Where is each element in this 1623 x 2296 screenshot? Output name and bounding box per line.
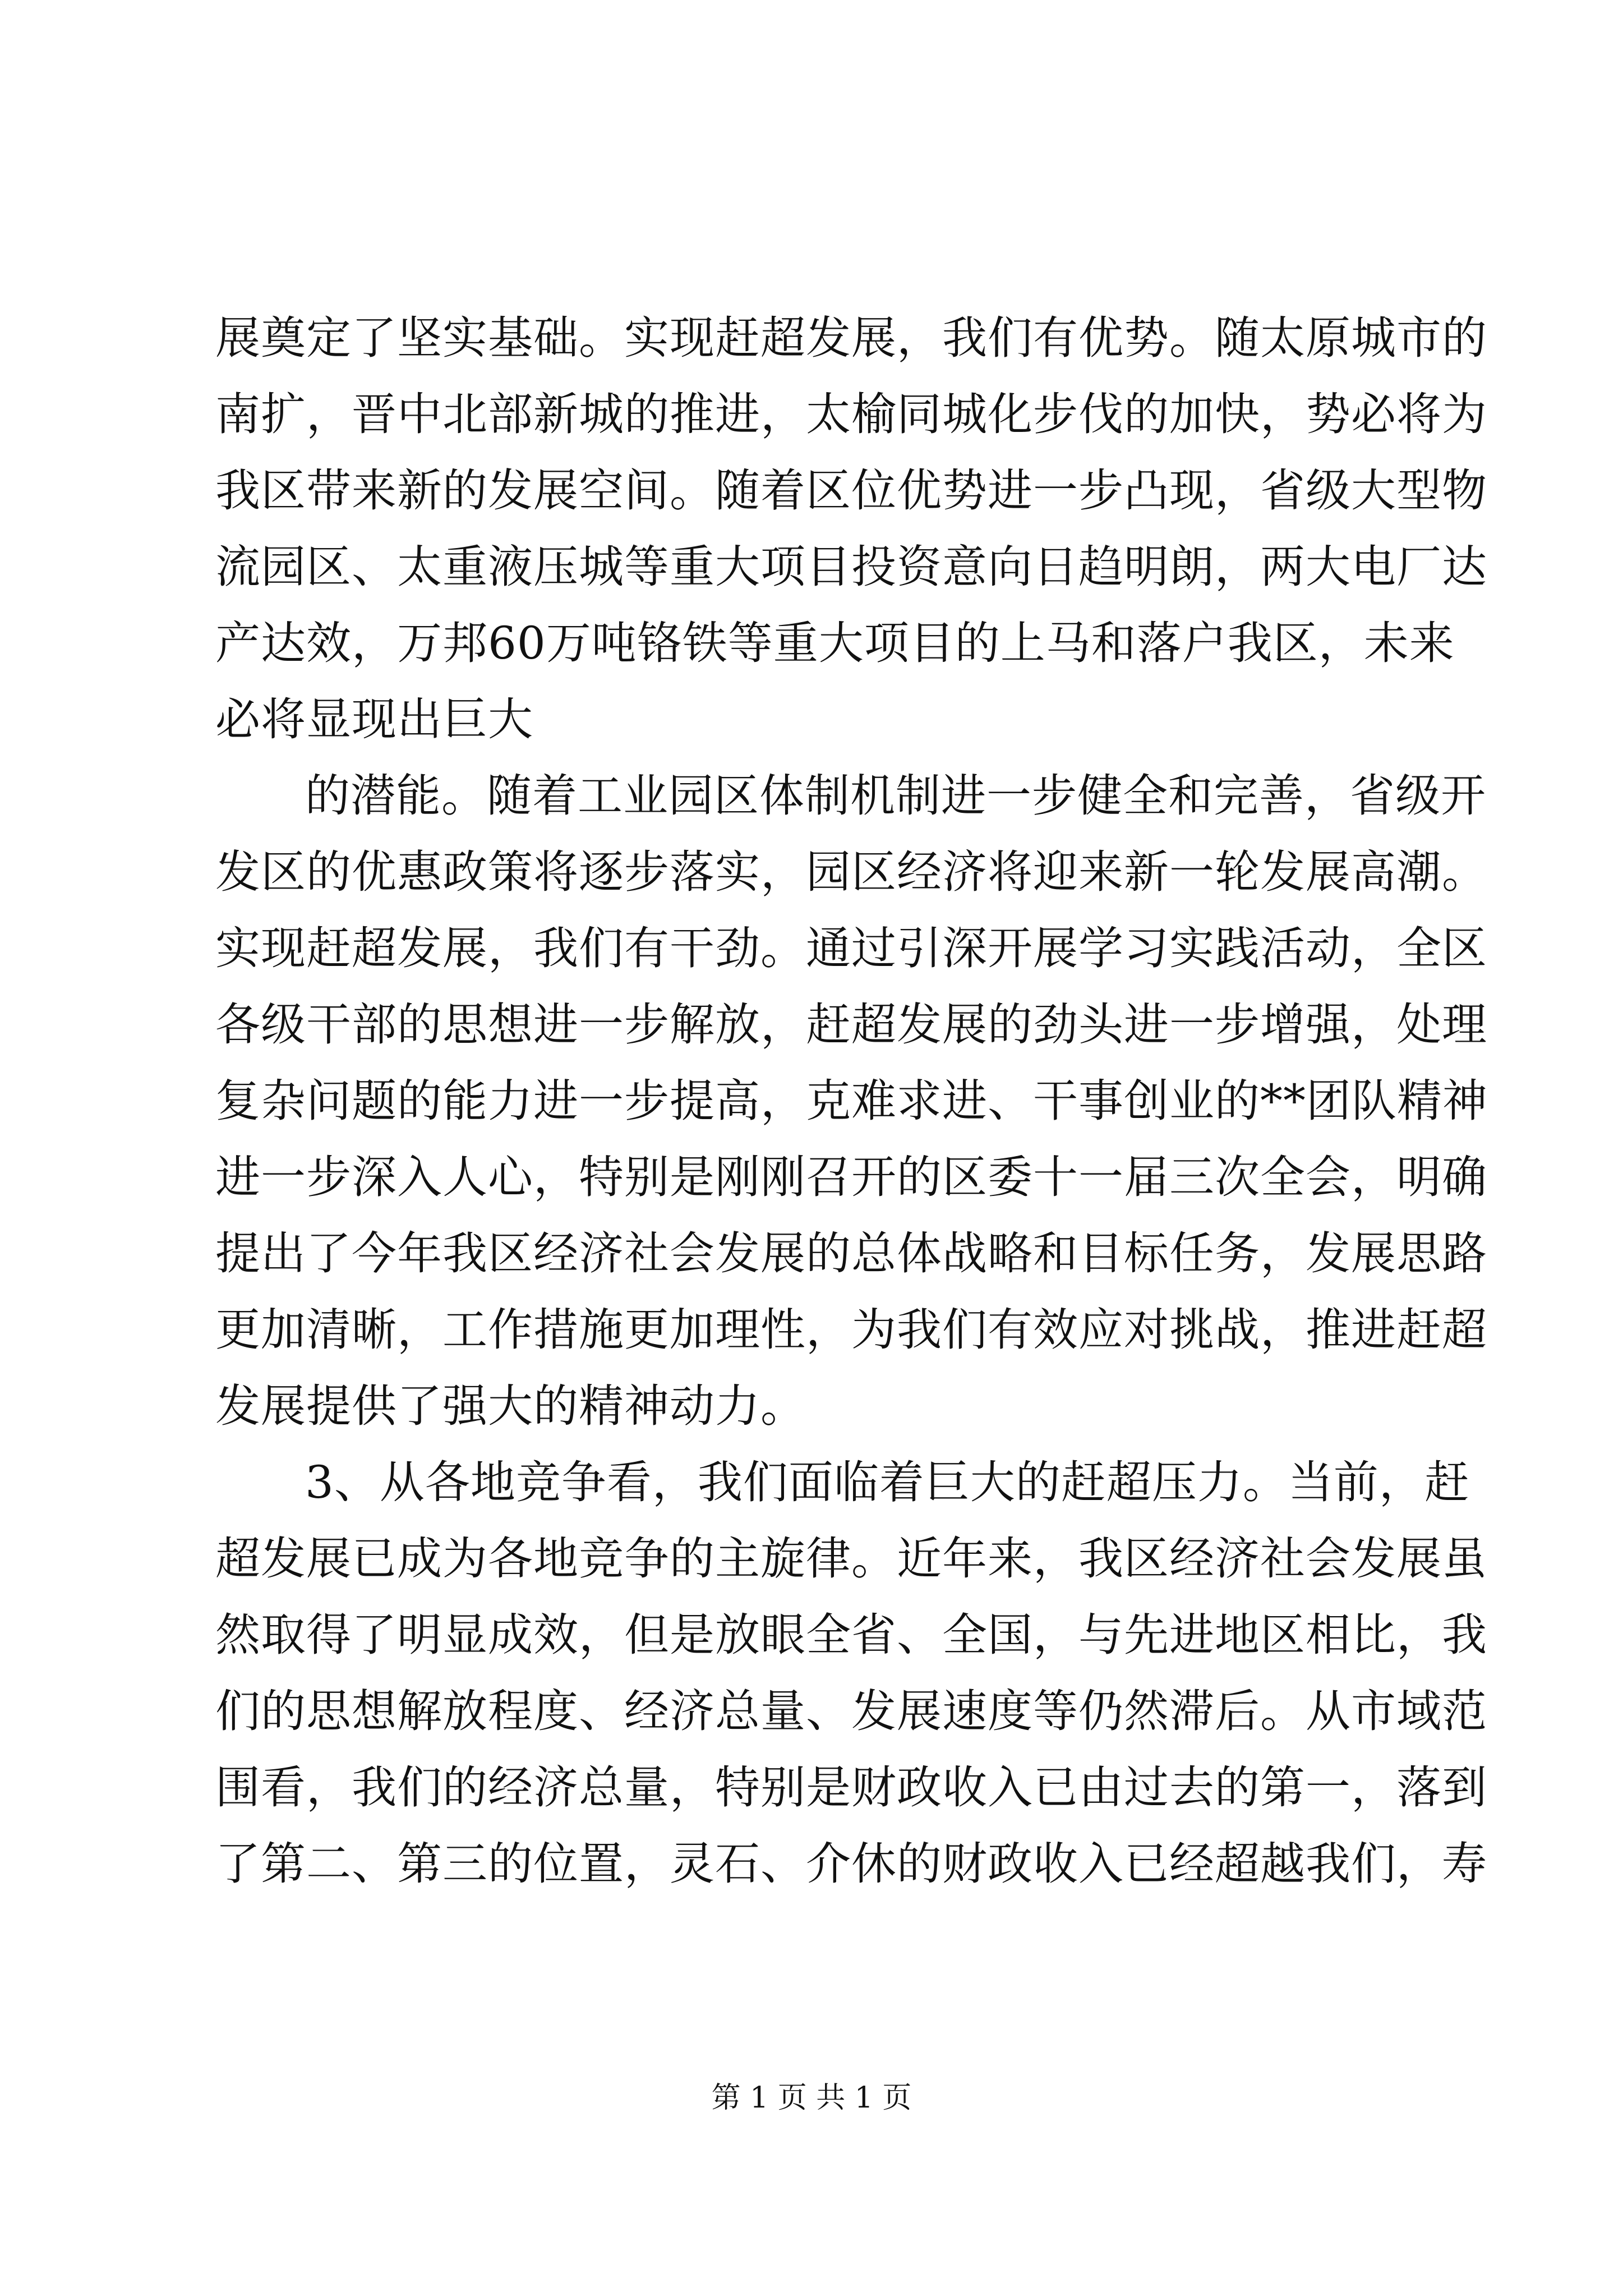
text-line: 复杂问题的能力进一步提高，克难求进、干事创业的**团队精神 [215,1075,1488,1127]
text-line: 必将显现出巨大 [215,693,533,746]
text-line: 发展提供了强大的精神动力。 [215,1380,806,1432]
paragraph-first-line: 的潜能。随着工业园区体制机制进一步健全和完善，省级开 [305,770,1486,822]
text-line: 超发展已成为各地竞争的主旋律。近年来，我区经济社会发展虽 [215,1533,1487,1585]
text-line: 了第二、第三的位置，灵石、介休的财政收入已经超越我们，寿 [215,1838,1487,1890]
paragraph-first-line: 3、从各地竞争看，我们面临着巨大的赶超压力。当前，赶 [305,1456,1470,1508]
text-line: 然取得了明显成效，但是放眼全省、全国，与先进地区相比，我 [215,1609,1487,1661]
text-line: 进一步深入人心，特别是刚刚召开的区委十一届三次全会，明确 [215,1151,1487,1203]
text-line: 提出了今年我区经济社会发展的总体战略和目标任务，发展思路 [215,1227,1487,1280]
page-footer [0,2078,1623,2118]
text-line: 发区的优惠政策将逐步落实，园区经济将迎来新一轮发展高潮。 [215,846,1487,898]
text-line: 实现赶超发展，我们有干劲。通过引深开展学习实践活动，全区 [215,922,1487,974]
page-number-label: 第 1 页 共 1 页 [711,2081,912,2115]
text-line: 流园区、太重液压城等重大项目投资意向日趋明朗，两大电厂达 [215,541,1487,593]
text-line: 们的思想解放程度、经济总量、发展速度等仍然滞后。从市域范 [215,1685,1487,1737]
text-line: 我区带来新的发展空间。随着区位优势进一步凸现，省级大型物 [215,464,1487,517]
text-line: 更加清晰，工作措施更加理性，为我们有效应对挑战，推进赶超 [215,1304,1487,1356]
text-line: 各级干部的思想进一步解放，赶超发展的劲头进一步增强，处理 [215,999,1487,1051]
document-body [215,300,1488,1902]
text-line: 产达效，万邦60万吨铬铁等重大项目的上马和落户我区，未来 [215,617,1455,669]
text-line: 展奠定了坚实基础。实现赶超发展，我们有优势。随太原城市的 [215,312,1487,364]
text-line: 南扩，晋中北部新城的推进，太榆同城化步伐的加快，势必将为 [215,388,1487,440]
text-line: 围看，我们的经济总量，特别是财政收入已由过去的第一，落到 [215,1761,1487,1814]
